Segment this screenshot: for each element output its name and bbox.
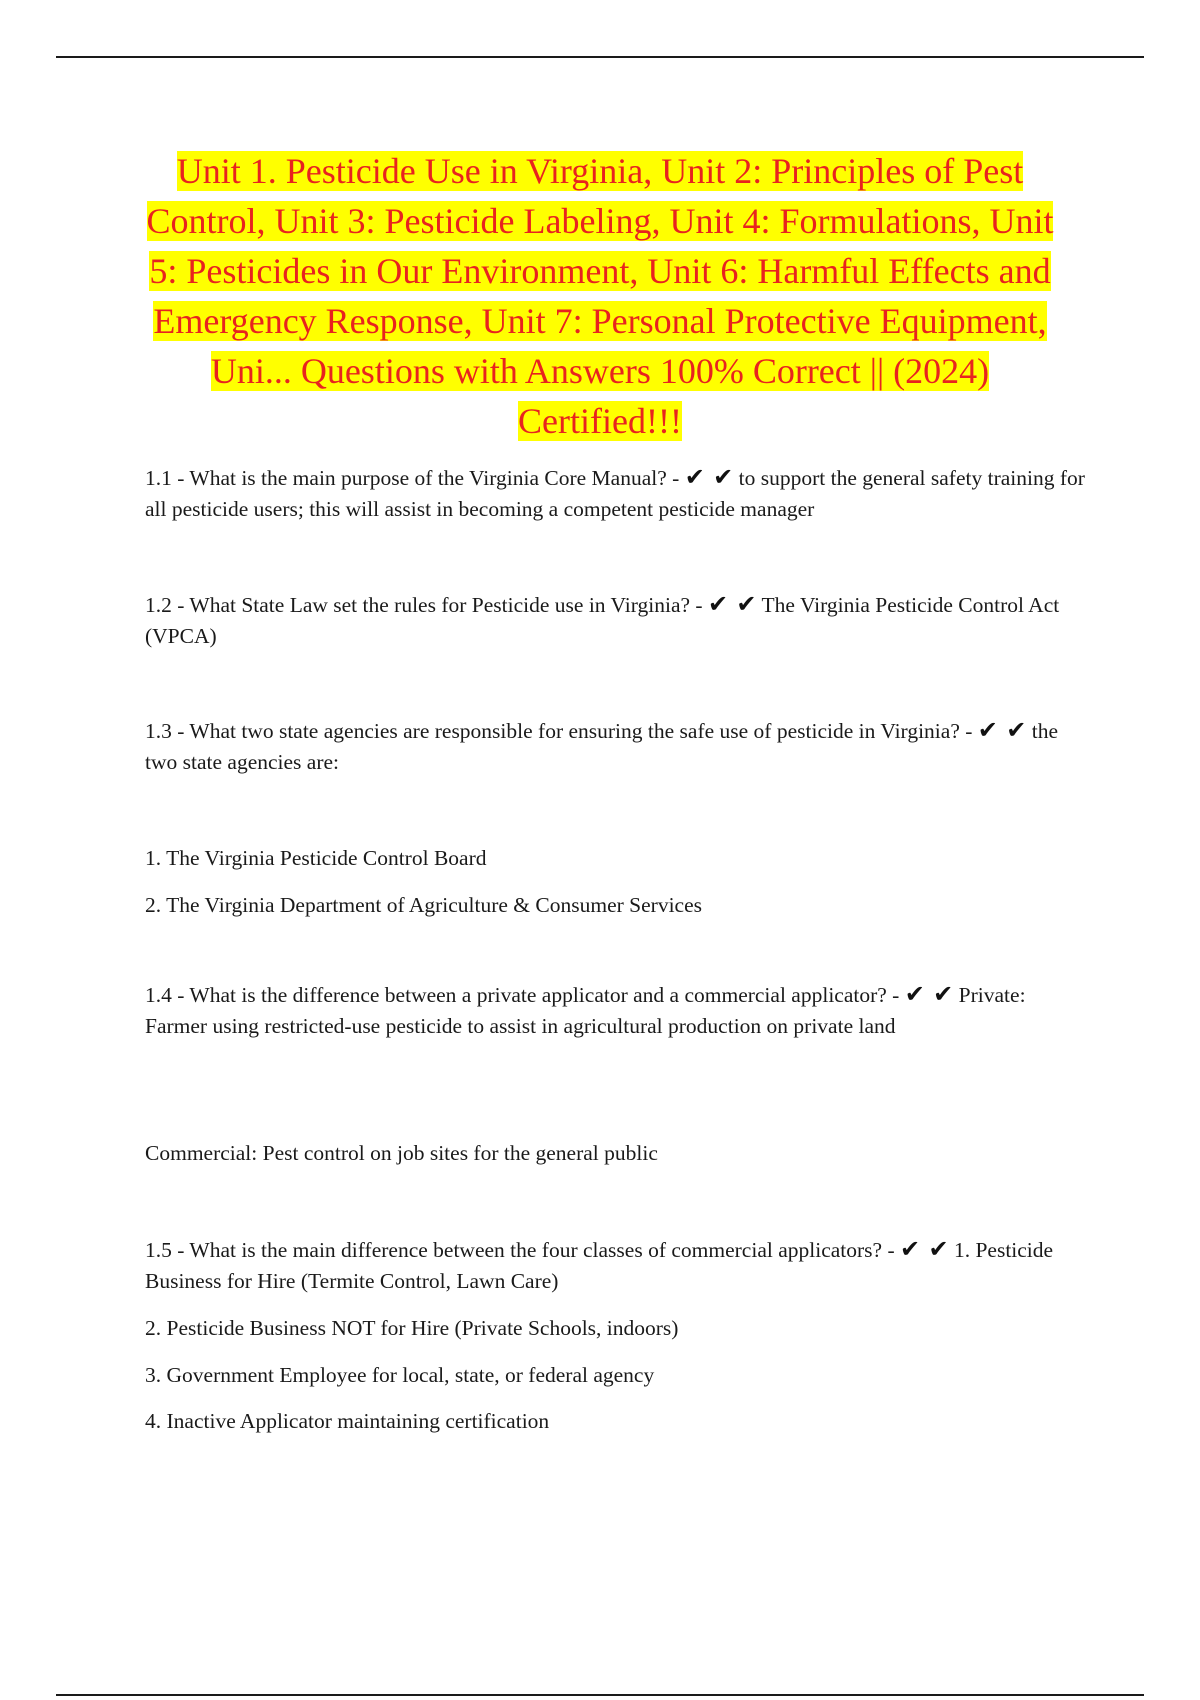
answer-text: Private: Farmer using restricted-use pesticide to assist in agricultural production on private land [145,983,1026,1038]
question-text: 1.2 - What State Law set the rules for Pesticide use in Virginia? - [145,593,708,617]
qa-item-1-2 [145,590,1085,652]
question-text: 1.5 - What is the main difference between the four classes of commercial applicators? - [145,1238,900,1262]
double-check-icon: ✔ ✔ [900,1235,949,1263]
double-check-icon: ✔ ✔ [684,463,734,491]
answer-text: The Virginia Pesticide Control Act (VPCA) [145,593,1060,648]
document-title: Unit 1. Pesticide Use in Virginia, Unit 2: Principles of Pest Control, Unit 3: Pesticide Labeling, Unit 4: Formulations, Unit 5: Pesticides in Our Environment, Unit 6: Harmful Effects and Emergency Response, Unit 7: Personal Protective Equipment, Uni... Questions with Answers 100% Correct || (2024) Certified!!! [146,151,1054,441]
question-text: 1.3 - What two state agencies are responsible for ensuring the safe use of pesticide in Virginia? - [145,719,978,743]
double-check-icon: ✔ ✔ [904,980,954,1008]
qa-item-1-5 [145,1235,1085,1297]
top-rule [56,56,1144,58]
answer-text: to support the general safety training for all pesticide users; this will assist in becoming a competent pesticide manager [145,466,1085,521]
document-title-block [145,146,1055,446]
qa-item-1-4 [145,980,1085,1042]
answer-text: 1. Pesticide Business for Hire (Termite Control, Lawn Care) [145,1238,1054,1293]
list-item: 4. Inactive Applicator maintaining certification [145,1409,550,1433]
answer-text: the two state agencies are: [145,719,1059,774]
qa-item-1-1 [145,463,1085,525]
qa-item-1-3 [145,716,1085,778]
list-item: 3. Government Employee for local, state, or federal agency [145,1363,655,1387]
list-item: 1. The Virginia Pesticide Control Board [145,846,487,870]
list-item: 2. The Virginia Department of Agriculture & Consumer Services [145,893,702,917]
question-text: 1.1 - What is the main purpose of the Virginia Core Manual? - [145,466,685,490]
double-check-icon: ✔ ✔ [977,716,1027,744]
double-check-icon: ✔ ✔ [707,590,757,618]
list-item: 2. Pesticide Business NOT for Hire (Private Schools, indoors) [145,1316,679,1340]
question-text: 1.4 - What is the difference between a private applicator and a commercial applicator? - [145,983,905,1007]
qa-extra-text: Commercial: Pest control on job sites for the general public [145,1141,658,1165]
bottom-rule [56,1694,1144,1696]
